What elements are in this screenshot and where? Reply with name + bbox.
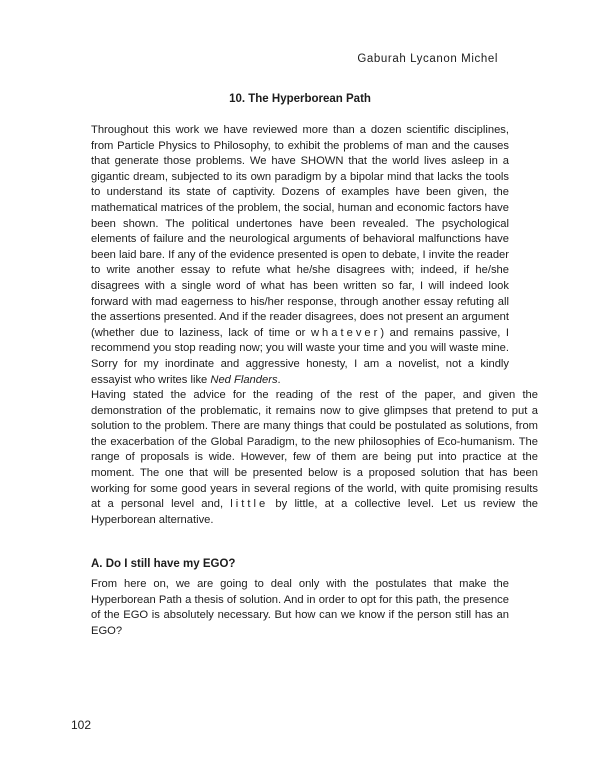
body-paragraph-2	[91, 388, 538, 528]
running-header-author: Gaburah Lycanon Michel	[357, 53, 498, 65]
chapter-title: 10. The Hyperborean Path	[229, 93, 371, 105]
paragraph-2-text-a: Having stated the advice for the reading of the rest of the paper, and given the demonstration of the problematic, it remains now to give glimpses that pretend to put a solution to the problem. There are many things that could be postulated as solutions, from the exacerbation of the Global Paradigm, to the new philosophies of Eco-humanism. The range of proposals is wide. However, few of them are being put into practice at the moment. The one that will be presented below is a proposed solution that has been working for some good years in several regions of the world, with quite promising results at a personal level and,	[91, 389, 538, 511]
body-paragraph-3: From here on, we are going to deal only with the postulates that make the Hyperborean Path a thesis of solution. And in order to opt for this path, the presence of the EGO is absolutely necessary. But how can we know if the person still has an EGO?	[91, 578, 509, 637]
page-number: 102	[71, 718, 92, 732]
paragraph-1-text-b: ) and remains passive, I recommend you stop reading now; you will waste your time and you will waste mine. Sorry for my inordinate and aggressive honesty, I am a novelist, not a kindly essayist who writes like	[91, 326, 510, 386]
paragraph-1-spaced-word: whatever	[310, 326, 381, 339]
body-paragraph-1	[91, 123, 509, 388]
paragraph-1-italic-name: Ned Flanders	[210, 373, 278, 386]
paragraph-2-text-b: by little, at a collective level. Let us review the Hyperborean alternative.	[91, 498, 539, 526]
section-heading: A. Do I still have my EGO?	[91, 558, 236, 570]
paragraph-1-text-c: .	[277, 373, 281, 386]
paragraph-2-spaced-word: little	[230, 498, 269, 511]
paragraph-1-text-a: Throughout this work we have reviewed more than a dozen scientific disciplines, from Particle Physics to Philosophy, to exhibit the problems of man and the causes that generate those problems. We have SHOWN that the world lives asleep in a gigantic dream, subjected to its own paradigm by a bipolar mind that lacks the tools to understand its state of captivity. Dozens of examples have been given, the mathematical matrices of the problem, the social, human and economic factors have been shown. The political undertones have been revealed. The psychological elements of failure and the neurological arguments of behavioral malfunctions have been laid bare. If any of the evidence presented is open to debate, I invite the reader to write another essay to refute what he/she disagrees with; indeed, if he/she disagrees with a single word of what has been written so far, I will indeed look forward with mad eagerness to his/her response, through another essay refuting all the assertions presented. And if the reader disagrees, does not present an argument (whether due to laziness, lack of time or	[91, 124, 509, 339]
